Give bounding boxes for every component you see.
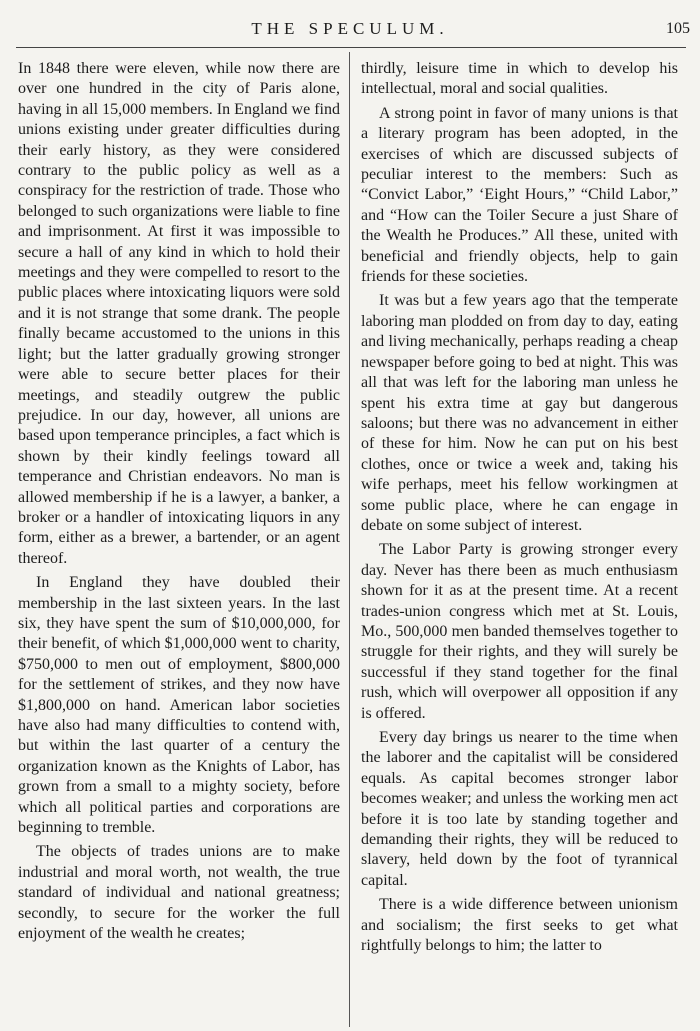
paragraph: A strong point in favor of many unions is that a literary program has been adopted, in the exercises of which are discussed subjects of peculiar interest to the members: Such as “Convict Labor,” ‘Eight Hours,” “Child Labor,” and “How can the Toiler Secure a just Share of the Wealth he Produces.” All these, united with beneficial and friendly objects, help to gain friends for these societies. [361,104,678,286]
paragraph: thirdly, leisure time in which to develop his intellectual, moral and social qualities. [361,60,678,98]
paragraph: In England they have doubled their membership in the last sixteen years. In the last six, they have spent the sum of $10,000,000, for their benefit, of which $1,000,000 went to charity, $750,000 to men out of employment, $800,000 for the settlement of strikes, and they now have $1,800,000 on hand. American labor societies have also had many difficulties to contend with, but within the last quarter of a century the organization known as the Knights of Labor, has grown from a small to a mighty society, before which all political parties and corporations are beginning to tremble. [18,574,340,837]
left-column [18,59,340,944]
paragraph: The objects of trades unions are to make industrial and moral worth, not wealth, the true standard of individual and national greatness; secondly, to secure for the worker the full enjoyment of the wealth he creates; [18,843,340,943]
running-header [0,18,700,40]
right-column [361,59,678,956]
paragraph: The Labor Party is growing stronger every day. Never has there been as much enthusiasm shown for it as at the present time. At a recent trades-union congress which met at St. Louis, Mo., 500,000 men banded themselves together to struggle for their rights, and they will surely be successful if they stand together for the final rush, which will overpower all opposition if any is offered. [361,541,678,722]
journal-title: THE SPECULUM. [251,19,449,38]
paragraph: In 1848 there were eleven, while now there are over one hundred in the city of Paris alone, having in all 15,000 members. In England we find unions existing under greater difficulties during their early history, as they were considered contrary to the public policy as well as a conspiracy for the restriction of trade. Those who belonged to such organizations were liable to fine and imprisonment. At first it was impossible to secure a hall of any kind in which to hold their meetings and they were compelled to resort to the public places where intoxicating liquors were sold and it is not strange that some drank. The people finally became accustomed to the unions in this light; but the latter gradually growing stronger were able to secure better places for their meetings, and steadily outgrew the public prejudice. In our day, however, all unions are based upon temperance principles, a fact which is shown by their kindly feelings toward all temperance and Christian endeavors. No man is allowed membership if he is a lawyer, a banker, a broker or a handler of intoxicating liquors in any form, either as a brewer, a bartender, or an agent thereof. [18,60,340,567]
page-number: 105 [666,20,690,37]
paragraph: There is a wide difference between unionism and socialism; the first seeks to get what rightfully belongs to him; the latter to [361,896,678,955]
column-divider [349,52,350,1027]
paragraph: It was but a few years ago that the temperate laboring man plodded on from day to day, eating and living mechanically, perhaps reading a cheap newspaper before going to bed at night. This was all that was left for the laboring man unless he spent his extra time at gay but dangerous saloons; but there was no advancement in either of these for him. Now he can put on his best clothes, once or twice a week and, taking his wife perhaps, meet his fellow workingmen at some public place, where he can engage in debate on some subject of interest. [361,292,678,534]
paragraph: Every day brings us nearer to the time when the laborer and the capitalist will be considered equals. As capital becomes stronger labor becomes weaker; and unless the working men act before it is too late by standing together and demanding their rights, they will be reduced to slavery, held down by the foot of tyrannical capital. [361,729,678,889]
header-rule [16,47,686,48]
